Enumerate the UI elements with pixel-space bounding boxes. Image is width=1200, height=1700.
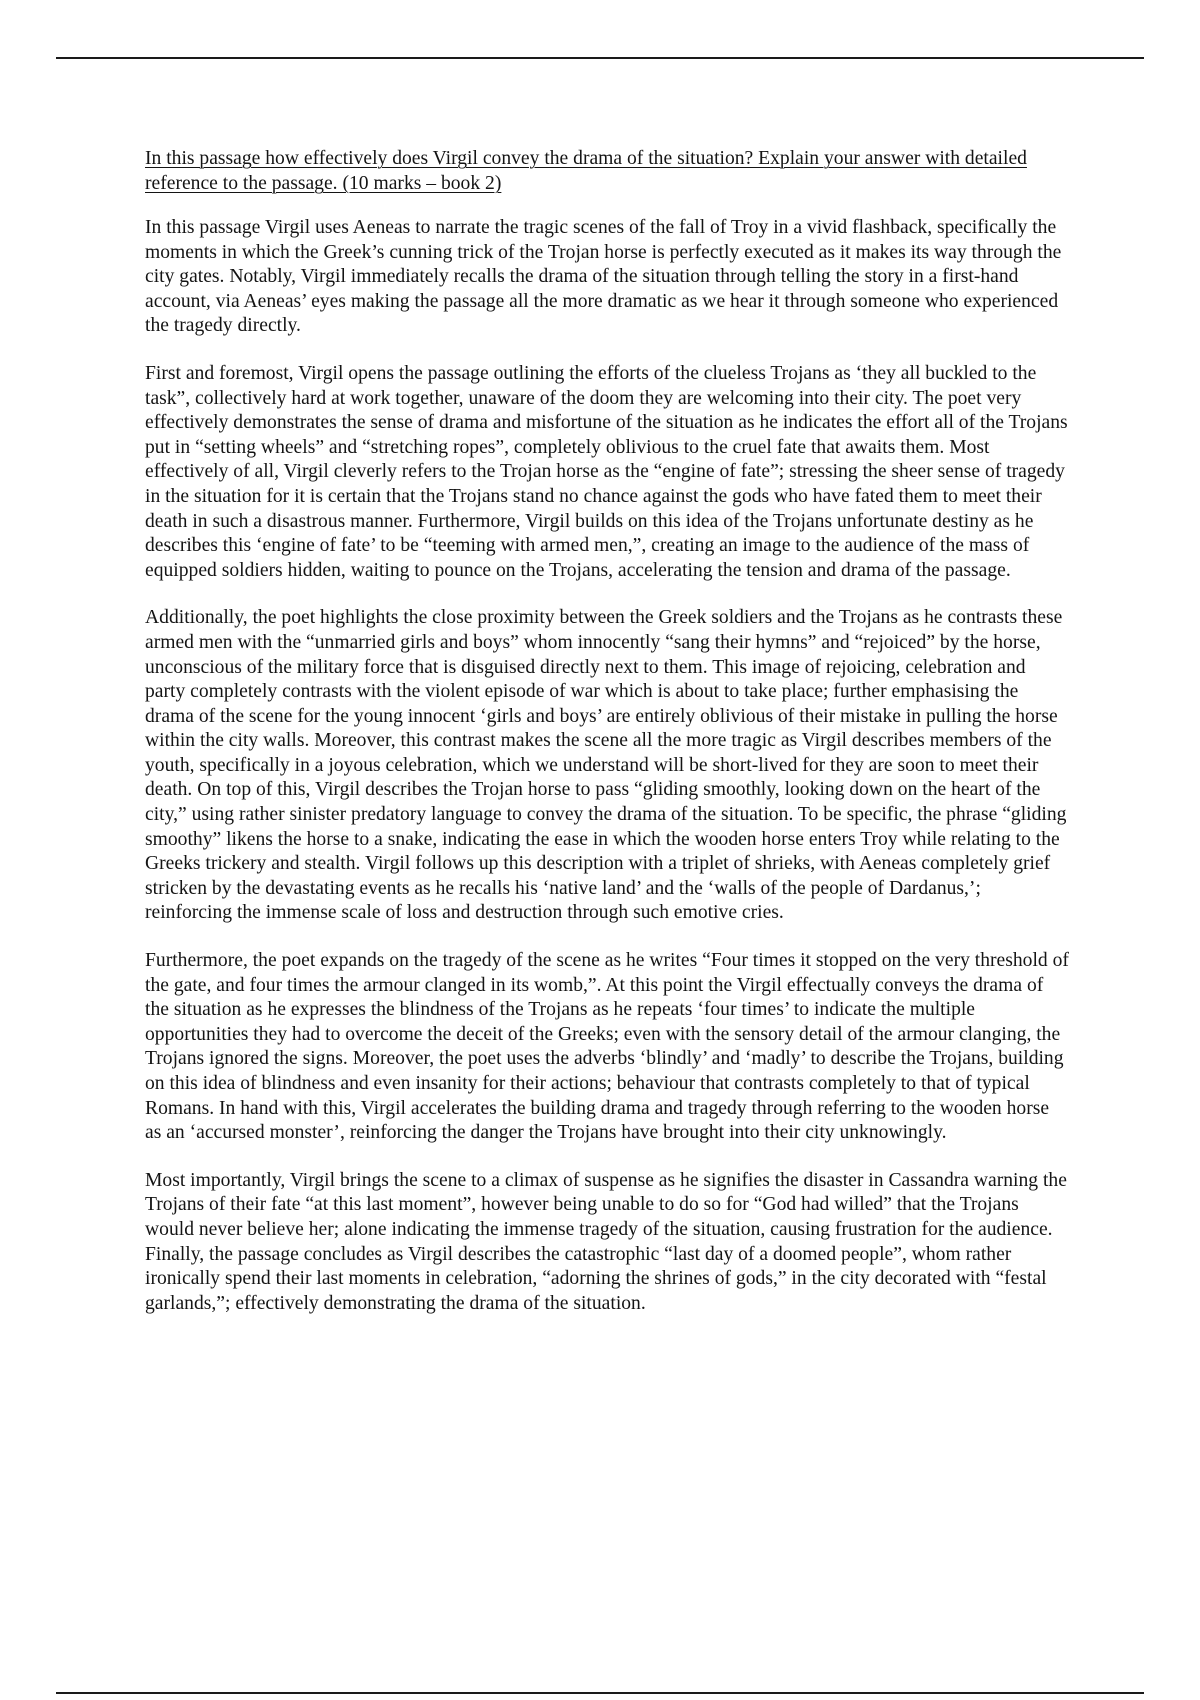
bottom-rule: [56, 1692, 1144, 1694]
paragraph-second-point: Additionally, the poet highlights the close proximity between the Greek soldiers and the Trojans as he contrasts these armed men with the “unmarried girls and boys” whom innocently “sang their hymns” and “rejoiced” by the horse, unconscious of the military force that is disguised directly next to them. This image of rejoicing, celebration and party completely contrasts with the violent episode of war which is about to take place; further emphasising the drama of the scene for the young innocent ‘girls and boys’ are entirely oblivious of their mistake in pulling the horse within the city walls. Moreover, this contrast makes the scene all the more tragic as Virgil describes members of the youth, specifically in a joyous celebration, which we understand will be short-lived for they are soon to meet their death. On top of this, Virgil describes the Trojan horse to pass “gliding smoothly, looking down on the heart of the city,” using rather sinister predatory language to convey the drama of the situation. To be specific, the phrase “gliding smoothy” likens the horse to a snake, indicating the ease in which the wooden horse enters Troy while relating to the Greeks trickery and stealth. Virgil follows up this description with a triplet of shrieks, with Aeneas completely grief stricken by the devastating events as he recalls his ‘native land’ and the ‘walls of the people of Dardanus,’; reinforcing the immense scale of loss and destruction through such emotive cries.: [145, 607, 1067, 924]
paragraph-third-point: Furthermore, the poet expands on the tragedy of the scene as he writes “Four times it stopped on the very threshold of the gate, and four times the armour clanged in its womb,”. At this point the Virgil effectually conveys the drama of the situation as he expresses the blindness of the Trojans as he repeats ‘four times’ to indicate the multiple opportunities they had to overcome the deceit of the Greeks; even with the sensory detail of the armour clanging, the Trojans ignored the signs. Moreover, the poet uses the adverbs ‘blindly’ and ‘madly’ to describe the Trojans, building on this idea of blindness and even insanity for their actions; behaviour that contrasts completely to that of typical Romans. In hand with this, Virgil accelerates the building drama and tragedy through referring to the wooden horse as an ‘accursed monster’, reinforcing the danger the Trojans have brought into their city unknowingly.: [145, 950, 1069, 1144]
essay-body: [145, 146, 1070, 1339]
essay-question: In this passage how effectively does Virgil convey the drama of the situation? Explain your answer with detailed reference to the passage. (10 marks – book 2): [145, 148, 1027, 194]
paragraph-conclusion: Most importantly, Virgil brings the scene to a climax of suspense as he signifies the disaster in Cassandra warning the Trojans of their fate “at this last moment”, however being unable to do so for “God had willed” that the Trojans would never believe her; alone indicating the immense tragedy of the situation, causing frustration for the audience. Finally, the passage concludes as Virgil describes the catastrophic “last day of a doomed people”, whom rather ironically spend their last moments in celebration, “adorning the shrines of gods,” in the city decorated with “festal garlands,”; effectively demonstrating the drama of the situation.: [145, 1169, 1067, 1314]
paragraph-intro: In this passage Virgil uses Aeneas to narrate the tragic scenes of the fall of Troy in a vivid flashback, specifically the moments in which the Greek’s cunning trick of the Trojan horse is perfectly executed as it makes its way through the city gates. Notably, Virgil immediately recalls the drama of the situation through telling the story in a first-hand account, via Aeneas’ eyes making the passage all the more dramatic as we hear it through someone who experienced the tragedy directly.: [145, 217, 1062, 337]
paragraph-first-point: First and foremost, Virgil opens the passage outlining the efforts of the clueless Trojans as ‘they all buckled to the task”, collectively hard at work together, unaware of the doom they are welcoming into their city. The poet very effectively demonstrates the sense of drama and misfortune of the situation as he indicates the effort all of the Trojans put in “setting wheels” and “stretching ropes”, completely oblivious to the cruel fate that awaits them. Most effectively of all, Virgil cleverly refers to the Trojan horse as the “engine of fate”; stressing the sheer sense of tragedy in the situation for it is certain that the Trojans stand no chance against the gods who have fated them to meet their death in such a disastrous manner. Furthermore, Virgil builds on this idea of the Trojans unfortunate destiny as he describes this ‘engine of fate’ to be “teeming with armed men,”, creating an image to the audience of the mass of equipped soldiers hidden, waiting to pounce on the Trojans, accelerating the tension and drama of the passage.: [145, 362, 1068, 581]
top-rule: [56, 57, 1144, 59]
